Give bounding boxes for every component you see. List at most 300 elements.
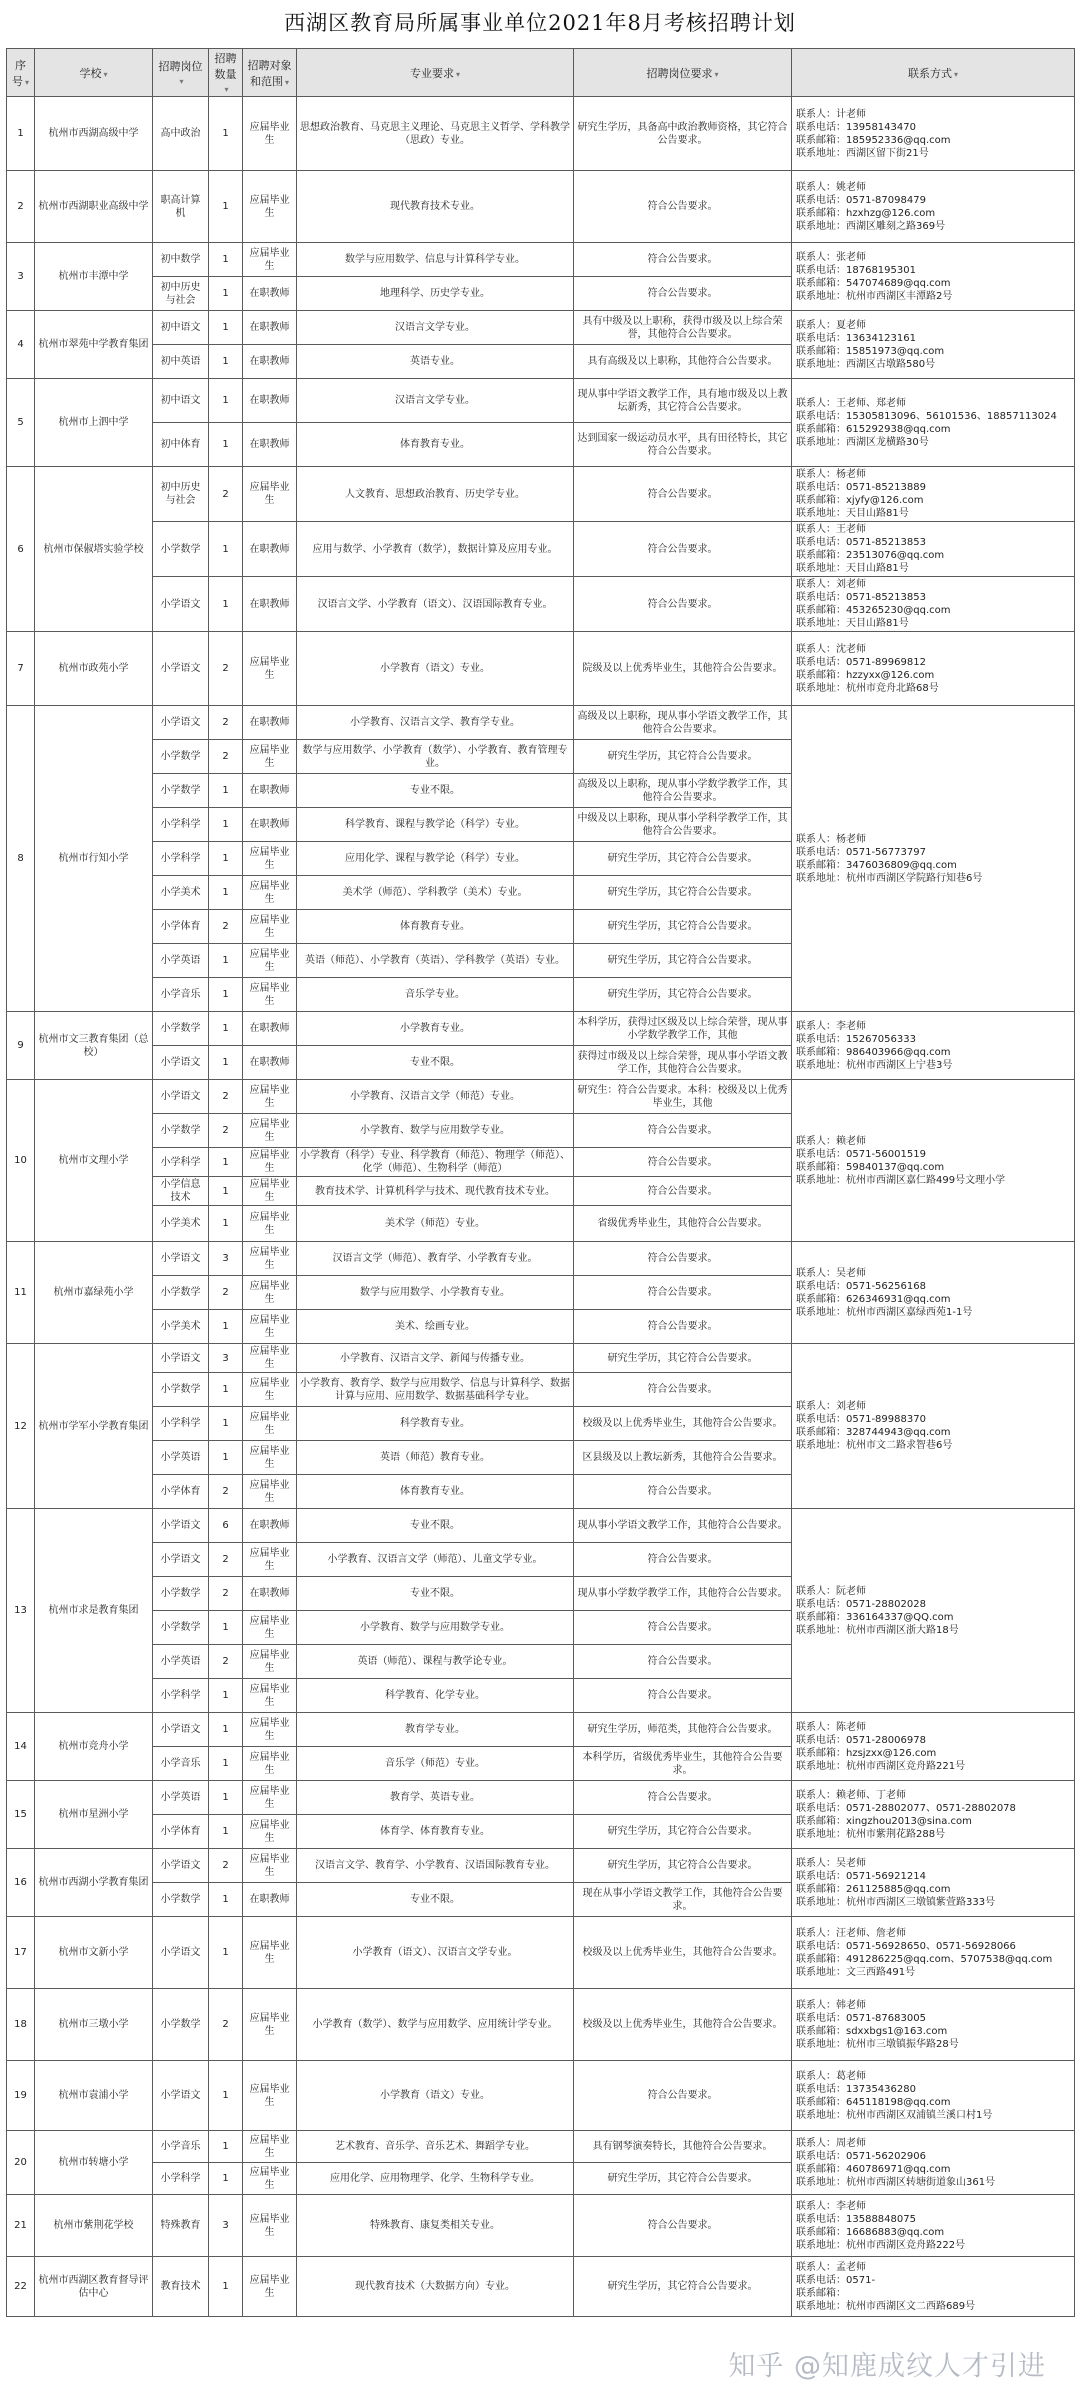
school-name: 杭州市袁浦小学 bbox=[35, 2061, 153, 2131]
school-name: 杭州市保俶塔实验学校 bbox=[35, 467, 153, 632]
row-number: 18 bbox=[7, 1989, 35, 2061]
major-requirement: 地理科学、历史学专业。 bbox=[297, 277, 574, 311]
post-name: 小学科学 bbox=[153, 808, 209, 842]
hire-target: 应届毕业生 bbox=[243, 2061, 297, 2131]
row-number: 7 bbox=[7, 632, 35, 706]
hire-target: 应届毕业生 bbox=[243, 1373, 297, 1407]
post-name: 小学语文 bbox=[153, 1046, 209, 1080]
post-requirement: 研究生学历，其它符合公告要求。 bbox=[574, 944, 792, 978]
hire-count: 1 bbox=[209, 2061, 243, 2131]
hire-target: 应届毕业生 bbox=[243, 944, 297, 978]
hire-count: 3 bbox=[209, 1344, 243, 1373]
column-header-label: 专业要求 bbox=[409, 66, 454, 80]
major-requirement: 小学教育、数学与应用数学专业。 bbox=[297, 1114, 574, 1148]
post-requirement: 高级及以上职称，现从事小学语文教学工作，其他符合公告要求。 bbox=[574, 706, 792, 740]
table-row bbox=[7, 1713, 1075, 1747]
hire-count: 1 bbox=[209, 842, 243, 876]
column-header[interactable] bbox=[297, 49, 574, 97]
row-number: 11 bbox=[7, 1242, 35, 1344]
major-requirement: 应用与数学、小学教育（数学），数据计算及应用专业。 bbox=[297, 522, 574, 577]
hire-target: 应届毕业生 bbox=[243, 1543, 297, 1577]
major-requirement: 汉语言文学专业。 bbox=[297, 379, 574, 423]
post-requirement: 研究生学历，其它符合公告要求。 bbox=[574, 1849, 792, 1883]
hire-count: 1 bbox=[209, 1046, 243, 1080]
contact-line: 联系人：王老师、郑老师 bbox=[796, 397, 906, 409]
column-header[interactable] bbox=[35, 49, 153, 97]
row-number: 4 bbox=[7, 311, 35, 379]
major-requirement: 教育技术学、计算机科学与技术、现代教育技术专业。 bbox=[297, 1177, 574, 1206]
column-header-label: 序号 bbox=[11, 58, 26, 88]
post-requirement: 研究生学历，其它符合公告要求。 bbox=[574, 910, 792, 944]
major-requirement: 汉语言文学（师范）、教育学、小学教育专业。 bbox=[297, 1242, 574, 1276]
post-name: 小学语文 bbox=[153, 632, 209, 706]
contact-line: 联系电话：0571-89969812 bbox=[796, 656, 926, 668]
filter-dropdown-icon[interactable]: ▾ bbox=[103, 69, 108, 79]
hire-count: 1 bbox=[209, 1441, 243, 1475]
contact-line: 联系地址：西湖区雕刻之路369号 bbox=[796, 220, 946, 232]
contact-line: 联系地址：天目山路81号 bbox=[796, 563, 909, 574]
major-requirement: 小学教育（科学）专业、科学教育（师范）、物理学（师范）、化学（师范）、生物科学（师范） bbox=[297, 1148, 574, 1177]
post-requirement: 研究生学历，其它符合公告要求。 bbox=[574, 1815, 792, 1849]
contact-cell bbox=[792, 243, 1075, 311]
post-name: 初中历史与社会 bbox=[153, 277, 209, 311]
contact-line: 联系人：李老师 bbox=[796, 1020, 866, 1032]
post-name: 初中语文 bbox=[153, 379, 209, 423]
major-requirement: 美术、绘画专业。 bbox=[297, 1310, 574, 1344]
hire-target: 应届毕业生 bbox=[243, 2163, 297, 2195]
school-name: 杭州市文新小学 bbox=[35, 1917, 153, 1989]
post-requirement: 研究生学历，其它符合公告要求。 bbox=[574, 978, 792, 1012]
row-number: 10 bbox=[7, 1080, 35, 1242]
hire-count: 2 bbox=[209, 1276, 243, 1310]
recruitment-table bbox=[6, 48, 1075, 2317]
contact-line: 联系电话：0571-28006978 bbox=[796, 1734, 926, 1746]
major-requirement: 艺术教育、音乐学、音乐艺术、舞蹈学专业。 bbox=[297, 2131, 574, 2163]
hire-count: 1 bbox=[209, 2131, 243, 2163]
column-header[interactable] bbox=[209, 49, 243, 97]
contact-line: 联系人：葛老师 bbox=[796, 2070, 866, 2082]
school-name: 杭州市政苑小学 bbox=[35, 632, 153, 706]
major-requirement: 专业不限。 bbox=[297, 774, 574, 808]
contact-line: 联系地址：杭州市西湖区双浦镇兰溪口村1号 bbox=[796, 2109, 993, 2121]
post-requirement: 符合公告要求。 bbox=[574, 1310, 792, 1344]
contact-line: 联系邮箱：15851973@qq.com bbox=[796, 345, 945, 357]
major-requirement: 小学教育（语文）专业。 bbox=[297, 632, 574, 706]
row-number: 3 bbox=[7, 243, 35, 311]
table-body bbox=[7, 97, 1075, 2317]
post-name: 小学语文 bbox=[153, 1849, 209, 1883]
contact-line: 联系电话：0571-56921214 bbox=[796, 1870, 926, 1882]
major-requirement: 科学教育、化学专业。 bbox=[297, 1679, 574, 1713]
contact-line: 联系邮箱：185952336@qq.com bbox=[796, 134, 951, 146]
post-requirement: 符合公告要求。 bbox=[574, 1373, 792, 1407]
contact-line: 联系地址：杭州市西湖区竞舟路221号 bbox=[796, 1760, 966, 1772]
school-name: 杭州市求是教育集团 bbox=[35, 1509, 153, 1713]
contact-line: 联系邮箱： bbox=[796, 2287, 846, 2299]
row-number: 2 bbox=[7, 171, 35, 243]
post-requirement: 省级优秀毕业生，其他符合公告要求。 bbox=[574, 1206, 792, 1242]
contact-line: 联系地址：杭州市西湖区三墩镇紫萱路333号 bbox=[796, 1896, 996, 1908]
hire-target: 应届毕业生 bbox=[243, 1849, 297, 1883]
row-number: 6 bbox=[7, 467, 35, 632]
contact-line: 联系邮箱：hzsjzxx@126.com bbox=[796, 1747, 937, 1759]
table-row bbox=[7, 2061, 1075, 2131]
row-number: 17 bbox=[7, 1917, 35, 1989]
post-name: 小学英语 bbox=[153, 1645, 209, 1679]
major-requirement: 小学教育、教育学、数学与应用数学、信息与计算科学、数据计算与应用、应用数学、数据基础科学专业。 bbox=[297, 1373, 574, 1407]
contact-line: 联系邮箱：261125885@qq.com bbox=[796, 1883, 951, 1895]
post-name: 小学音乐 bbox=[153, 2131, 209, 2163]
post-requirement: 现从事小学语文教学工作，其他符合公告要求。 bbox=[574, 1509, 792, 1543]
table-row bbox=[7, 1849, 1075, 1883]
post-requirement: 符合公告要求。 bbox=[574, 1177, 792, 1206]
post-name: 小学科学 bbox=[153, 1679, 209, 1713]
contact-line: 联系电话：0571-85213853 bbox=[796, 592, 926, 603]
filter-dropdown-icon[interactable]: ▾ bbox=[179, 77, 184, 86]
post-name: 小学数学 bbox=[153, 774, 209, 808]
table-row bbox=[7, 522, 1075, 577]
post-requirement: 符合公告要求。 bbox=[574, 1114, 792, 1148]
table-row bbox=[7, 1509, 1075, 1543]
post-name: 小学数学 bbox=[153, 1012, 209, 1046]
major-requirement: 应用化学、课程与教学论（科学）专业。 bbox=[297, 842, 574, 876]
contact-line: 联系地址：杭州市西湖区转塘街道象山361号 bbox=[796, 2176, 996, 2188]
post-name: 小学数学 bbox=[153, 1883, 209, 1917]
hire-count: 2 bbox=[209, 1543, 243, 1577]
hire-target: 应届毕业生 bbox=[243, 1344, 297, 1373]
contact-line: 联系邮箱：615292938@qq.com bbox=[796, 423, 951, 435]
contact-cell bbox=[792, 467, 1075, 522]
major-requirement: 专业不限。 bbox=[297, 1509, 574, 1543]
post-requirement: 高级及以上职称，现从事小学数学教学工作，其他符合公告要求。 bbox=[574, 774, 792, 808]
contact-line: 联系人：刘老师 bbox=[796, 579, 866, 590]
hire-count: 1 bbox=[209, 1747, 243, 1781]
major-requirement: 思想政治教育、马克思主义理论、马克思主义哲学、学科教学（思政）专业。 bbox=[297, 97, 574, 171]
contact-line: 联系人：李老师 bbox=[796, 2200, 866, 2212]
hire-count: 1 bbox=[209, 2163, 243, 2195]
contact-line: 联系电话：13958143470 bbox=[796, 121, 916, 133]
hire-target: 应届毕业生 bbox=[243, 1611, 297, 1645]
post-requirement: 符合公告要求。 bbox=[574, 522, 792, 577]
contact-line: 联系地址：杭州市西湖区嘉仁路499号文理小学 bbox=[796, 1174, 1006, 1186]
column-header[interactable] bbox=[792, 49, 1075, 97]
contact-line: 联系地址：西湖区龙横路30号 bbox=[796, 436, 929, 448]
post-requirement: 符合公告要求。 bbox=[574, 1242, 792, 1276]
post-requirement: 符合公告要求。 bbox=[574, 467, 792, 522]
school-name: 杭州市上泗中学 bbox=[35, 379, 153, 467]
row-number: 21 bbox=[7, 2195, 35, 2257]
major-requirement: 现代教育技术（大数据方向）专业。 bbox=[297, 2257, 574, 2317]
hire-count: 1 bbox=[209, 876, 243, 910]
post-name: 小学美术 bbox=[153, 1310, 209, 1344]
contact-line: 联系电话：0571-56928650、0571-56928066 bbox=[796, 1940, 1016, 1952]
hire-count: 2 bbox=[209, 740, 243, 774]
hire-target: 在职教师 bbox=[243, 577, 297, 632]
hire-count: 1 bbox=[209, 1407, 243, 1441]
post-name: 小学英语 bbox=[153, 1441, 209, 1475]
contact-line: 联系人：汪老师、詹老师 bbox=[796, 1927, 906, 1939]
header-row bbox=[7, 49, 1075, 97]
hire-target: 应届毕业生 bbox=[243, 1989, 297, 2061]
major-requirement: 体育教育专业。 bbox=[297, 423, 574, 467]
filter-dropdown-icon[interactable]: ▾ bbox=[953, 69, 958, 79]
post-requirement: 符合公告要求。 bbox=[574, 1679, 792, 1713]
row-number: 20 bbox=[7, 2131, 35, 2195]
contact-cell bbox=[792, 1012, 1075, 1080]
column-header[interactable] bbox=[153, 49, 209, 97]
hire-count: 1 bbox=[209, 1206, 243, 1242]
contact-line: 联系邮箱：460786971@qq.com bbox=[796, 2163, 951, 2175]
post-requirement: 现在从事小学语文教学工作，其他符合公告要求。 bbox=[574, 1883, 792, 1917]
post-name: 初中历史与社会 bbox=[153, 467, 209, 522]
hire-target: 应届毕业生 bbox=[243, 910, 297, 944]
contact-cell bbox=[792, 1917, 1075, 1989]
post-requirement: 现从事小学数学教学工作，其他符合公告要求。 bbox=[574, 1577, 792, 1611]
column-header-label: 招聘数量 bbox=[214, 52, 237, 81]
major-requirement: 人文教育、思想政治教育、历史学专业。 bbox=[297, 467, 574, 522]
post-requirement: 符合公告要求。 bbox=[574, 243, 792, 277]
post-name: 小学数学 bbox=[153, 1276, 209, 1310]
major-requirement: 教育学专业。 bbox=[297, 1713, 574, 1747]
table-row bbox=[7, 379, 1075, 423]
post-requirement: 具有钢琴演奏特长，其他符合公告要求。 bbox=[574, 2131, 792, 2163]
contact-line: 联系电话：0571-28802028 bbox=[796, 1598, 926, 1610]
post-name: 高中政治 bbox=[153, 97, 209, 171]
hire-count: 1 bbox=[209, 1177, 243, 1206]
contact-line: 联系地址：杭州市西湖区嘉绿西苑1-1号 bbox=[796, 1306, 973, 1318]
hire-count: 1 bbox=[209, 97, 243, 171]
hire-count: 2 bbox=[209, 1577, 243, 1611]
column-header[interactable] bbox=[243, 49, 297, 97]
hire-target: 应届毕业生 bbox=[243, 1815, 297, 1849]
major-requirement: 小学教育（语文）专业。 bbox=[297, 2061, 574, 2131]
contact-line: 联系邮箱：23513076@qq.com bbox=[796, 550, 945, 561]
major-requirement: 体育教育专业。 bbox=[297, 910, 574, 944]
row-number: 9 bbox=[7, 1012, 35, 1080]
contact-line: 联系电话：0571-87098479 bbox=[796, 194, 926, 206]
hire-count: 1 bbox=[209, 423, 243, 467]
hire-count: 1 bbox=[209, 808, 243, 842]
post-requirement: 本科学历，获得过区级及以上综合荣誉，现从事小学数学教学工作，其他 bbox=[574, 1012, 792, 1046]
hire-count: 2 bbox=[209, 1849, 243, 1883]
contact-line: 联系人：赖老师、丁老师 bbox=[796, 1789, 906, 1801]
contact-line: 联系人：韩老师 bbox=[796, 1999, 866, 2011]
hire-target: 在职教师 bbox=[243, 808, 297, 842]
post-name: 小学音乐 bbox=[153, 978, 209, 1012]
row-number: 1 bbox=[7, 97, 35, 171]
contact-line: 联系邮箱：547074689@qq.com bbox=[796, 277, 951, 289]
hire-target: 应届毕业生 bbox=[243, 1242, 297, 1276]
post-requirement: 本科学历，省级优秀毕业生，其他符合公告要求。 bbox=[574, 1747, 792, 1781]
post-name: 小学体育 bbox=[153, 910, 209, 944]
post-name: 小学语文 bbox=[153, 1543, 209, 1577]
contact-line: 联系电话：0571-56256168 bbox=[796, 1280, 926, 1292]
hire-count: 3 bbox=[209, 1242, 243, 1276]
post-requirement: 符合公告要求。 bbox=[574, 171, 792, 243]
contact-cell bbox=[792, 1713, 1075, 1781]
hire-count: 1 bbox=[209, 774, 243, 808]
hire-count: 2 bbox=[209, 1114, 243, 1148]
filter-dropdown-icon[interactable]: ▾ bbox=[714, 69, 719, 79]
contact-cell bbox=[792, 171, 1075, 243]
row-number: 12 bbox=[7, 1344, 35, 1509]
contact-line: 联系电话：15267056333 bbox=[796, 1033, 916, 1045]
hire-count: 1 bbox=[209, 577, 243, 632]
post-name: 小学语文 bbox=[153, 1344, 209, 1373]
contact-line: 联系电话：13634123161 bbox=[796, 332, 916, 344]
post-name: 小学语文 bbox=[153, 1509, 209, 1543]
contact-line: 联系电话：0571-28802077、0571-28802078 bbox=[796, 1802, 1016, 1814]
post-name: 小学语文 bbox=[153, 577, 209, 632]
table-row bbox=[7, 706, 1075, 740]
hire-count: 2 bbox=[209, 1989, 243, 2061]
contact-cell bbox=[792, 522, 1075, 577]
contact-line: 联系电话：0571-56773797 bbox=[796, 846, 926, 858]
hire-count: 1 bbox=[209, 978, 243, 1012]
major-requirement: 小学教育专业。 bbox=[297, 1012, 574, 1046]
post-name: 小学英语 bbox=[153, 944, 209, 978]
contact-line: 联系邮箱：16686883@qq.com bbox=[796, 2226, 945, 2238]
major-requirement: 专业不限。 bbox=[297, 1883, 574, 1917]
contact-line: 联系电话：0571-87683005 bbox=[796, 2012, 926, 2024]
contact-line: 联系地址：杭州市三墩镇振华路28号 bbox=[796, 2038, 959, 2050]
table-row bbox=[7, 467, 1075, 522]
filter-dropdown-icon[interactable]: ▾ bbox=[224, 85, 229, 94]
hire-count: 1 bbox=[209, 522, 243, 577]
post-requirement: 研究生学历，其它符合公告要求。 bbox=[574, 740, 792, 774]
contact-line: 联系人：张老师 bbox=[796, 251, 866, 263]
contact-line: 联系电话：13735436280 bbox=[796, 2083, 916, 2095]
school-name: 杭州市文三教育集团（总校） bbox=[35, 1012, 153, 1080]
hire-target: 在职教师 bbox=[243, 311, 297, 345]
contact-line: 联系地址：杭州市西湖区上宁巷3号 bbox=[796, 1059, 953, 1071]
hire-count: 2 bbox=[209, 1645, 243, 1679]
school-name: 杭州市三墩小学 bbox=[35, 1989, 153, 2061]
hire-target: 应届毕业生 bbox=[243, 1645, 297, 1679]
major-requirement: 美术学（师范）、学科教学（美术）专业。 bbox=[297, 876, 574, 910]
contact-line: 联系人：杨老师 bbox=[796, 833, 866, 845]
major-requirement: 数学与应用数学、小学教育专业。 bbox=[297, 1276, 574, 1310]
column-header-label: 招聘岗位 bbox=[158, 60, 203, 73]
post-requirement: 符合公告要求。 bbox=[574, 577, 792, 632]
post-requirement: 研究生学历，其它符合公告要求。 bbox=[574, 842, 792, 876]
hire-target: 应届毕业生 bbox=[243, 632, 297, 706]
hire-target: 应届毕业生 bbox=[243, 1679, 297, 1713]
post-name: 教育技术 bbox=[153, 2257, 209, 2317]
contact-line: 联系邮箱：328744943@qq.com bbox=[796, 1427, 951, 1438]
hire-target: 在职教师 bbox=[243, 277, 297, 311]
contact-cell bbox=[792, 311, 1075, 379]
hire-target: 应届毕业生 bbox=[243, 467, 297, 522]
filter-dropdown-icon[interactable]: ▾ bbox=[455, 69, 460, 79]
filter-dropdown-icon[interactable]: ▾ bbox=[24, 77, 29, 87]
hire-count: 2 bbox=[209, 1080, 243, 1114]
hire-target: 应届毕业生 bbox=[243, 1475, 297, 1509]
hire-target: 在职教师 bbox=[243, 1046, 297, 1080]
post-name: 小学英语 bbox=[153, 1781, 209, 1815]
contact-line: 联系邮箱：986403966@qq.com bbox=[796, 1046, 951, 1058]
contact-cell bbox=[792, 1781, 1075, 1849]
column-header-label: 学校 bbox=[79, 66, 102, 80]
contact-line: 联系电话：18768195301 bbox=[796, 264, 916, 276]
row-number: 16 bbox=[7, 1849, 35, 1917]
filter-dropdown-icon[interactable]: ▾ bbox=[284, 77, 289, 87]
hire-count: 2 bbox=[209, 632, 243, 706]
major-requirement: 特殊教育、康复类相关专业。 bbox=[297, 2195, 574, 2257]
post-name: 小学语文 bbox=[153, 2061, 209, 2131]
hire-target: 应届毕业生 bbox=[243, 2131, 297, 2163]
column-header[interactable] bbox=[7, 49, 35, 97]
hire-target: 应届毕业生 bbox=[243, 740, 297, 774]
watermark: 知乎 @知鹿成纹人才引进 bbox=[728, 2351, 1046, 2382]
hire-count: 1 bbox=[209, 944, 243, 978]
post-name: 初中体育 bbox=[153, 423, 209, 467]
major-requirement: 汉语言文学专业。 bbox=[297, 311, 574, 345]
contact-line: 联系地址：杭州市西湖区竞舟路222号 bbox=[796, 2239, 966, 2251]
post-name: 小学美术 bbox=[153, 876, 209, 910]
hire-count: 1 bbox=[209, 345, 243, 379]
contact-line: 联系电话：0571-85213853 bbox=[796, 537, 926, 548]
table-row bbox=[7, 2195, 1075, 2257]
table-row bbox=[7, 1080, 1075, 1114]
hire-count: 2 bbox=[209, 910, 243, 944]
hire-count: 1 bbox=[209, 1310, 243, 1344]
contact-line: 联系人：刘老师 bbox=[796, 1401, 866, 1412]
contact-line: 联系人：姚老师 bbox=[796, 181, 866, 193]
school-name: 杭州市文理小学 bbox=[35, 1080, 153, 1242]
school-name: 杭州市西湖高级中学 bbox=[35, 97, 153, 171]
hire-target: 应届毕业生 bbox=[243, 1080, 297, 1114]
post-requirement: 中级及以上职称，现从事小学科学教学工作，其他符合公告要求。 bbox=[574, 808, 792, 842]
contact-line: 联系邮箱：347603680​9@qq.com bbox=[796, 859, 957, 871]
hire-target: 应届毕业生 bbox=[243, 1310, 297, 1344]
post-requirement: 获得过市级及以上综合荣誉，现从事小学语文教学工作，其他符合公告要求。 bbox=[574, 1046, 792, 1080]
hire-target: 应届毕业生 bbox=[243, 2195, 297, 2257]
contact-line: 联系地址：杭州市西湖区文二西路689号 bbox=[796, 2300, 976, 2312]
major-requirement: 体育学、体育教育专业。 bbox=[297, 1815, 574, 1849]
post-requirement: 符合公告要求。 bbox=[574, 2061, 792, 2131]
hire-target: 在职教师 bbox=[243, 1883, 297, 1917]
school-name: 杭州市西湖区教育督导评估中心 bbox=[35, 2257, 153, 2317]
contact-cell bbox=[792, 2257, 1075, 2317]
column-header[interactable] bbox=[574, 49, 792, 97]
post-requirement: 达到国家一级运动员水平，具有田径特长，其它符合公告要求。 bbox=[574, 423, 792, 467]
column-header-label: 联系方式 bbox=[907, 66, 952, 80]
hire-target: 应届毕业生 bbox=[243, 1747, 297, 1781]
hire-count: 1 bbox=[209, 1883, 243, 1917]
school-name: 杭州市丰潭中学 bbox=[35, 243, 153, 311]
post-requirement: 符合公告要求。 bbox=[574, 277, 792, 311]
contact-line: 联系邮箱：336164337@QQ.com bbox=[796, 1611, 954, 1623]
post-requirement: 研究生学历，其它符合公告要求。 bbox=[574, 876, 792, 910]
post-requirement: 区县级及以上教坛新秀，其他符合公告要求。 bbox=[574, 1441, 792, 1475]
hire-count: 1 bbox=[209, 277, 243, 311]
table-row bbox=[7, 1989, 1075, 2061]
table-row bbox=[7, 311, 1075, 345]
contact-line: 联系电话：0571- bbox=[796, 2274, 876, 2286]
contact-line: 联系人：杨老师 bbox=[796, 469, 866, 480]
school-name: 杭州市翠苑中学教育集团 bbox=[35, 311, 153, 379]
contact-line: 联系人：赖老师 bbox=[796, 1135, 866, 1147]
contact-line: 联系邮箱：hzzyxx@126.com bbox=[796, 669, 935, 681]
post-name: 小学数学 bbox=[153, 522, 209, 577]
contact-line: 联系人：周老师 bbox=[796, 2137, 866, 2149]
post-name: 小学音乐 bbox=[153, 1747, 209, 1781]
school-name: 杭州市学军小学教育集团 bbox=[35, 1344, 153, 1509]
hire-count: 1 bbox=[209, 1815, 243, 1849]
table-row bbox=[7, 1012, 1075, 1046]
post-name: 小学数学 bbox=[153, 1373, 209, 1407]
